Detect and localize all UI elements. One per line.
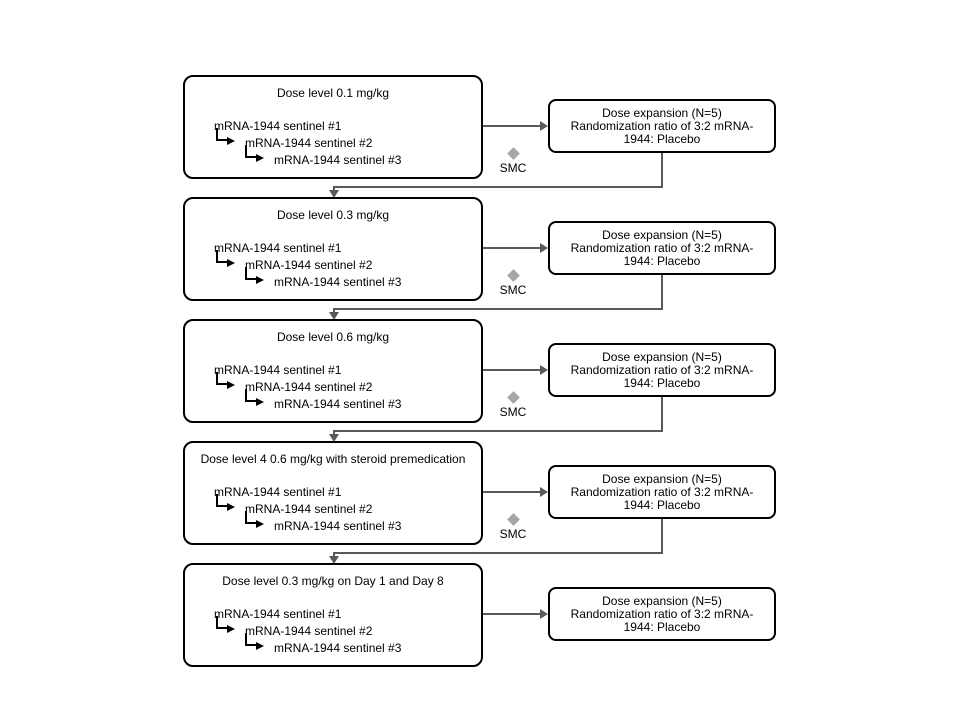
- elbow-arrow-icon: [245, 511, 256, 524]
- elbow-arrow-icon: [216, 128, 227, 141]
- expansion-line: Randomization ratio of 3:2 mRNA-1944: Placebo: [570, 362, 754, 390]
- dose-level-title: Dose level 0.1 mg/kg: [276, 86, 390, 100]
- dose-row: [0, 197, 960, 319]
- sentinel-line: mRNA-1944 sentinel #1: [214, 241, 342, 255]
- elbow-arrow-icon: [245, 145, 256, 158]
- dose-level-box: [183, 319, 483, 423]
- smc-review: [487, 393, 539, 419]
- dose-row: [0, 441, 960, 563]
- dose-level-box: [183, 197, 483, 301]
- elbow-arrow-icon: [216, 616, 227, 629]
- sentinel-line: mRNA-1944 sentinel #1: [214, 485, 342, 499]
- feedback-connector-line: [333, 186, 663, 188]
- feedback-connector-line: [661, 275, 663, 310]
- smc-label: SMC: [499, 161, 527, 175]
- flow-arrow: [483, 613, 540, 615]
- smc-label: SMC: [499, 283, 527, 297]
- flow-arrow: [483, 125, 540, 127]
- smc-review: [487, 149, 539, 175]
- sentinel-line: mRNA-1944 sentinel #1: [214, 363, 342, 377]
- smc-label: SMC: [499, 405, 527, 419]
- smc-diamond-icon: [507, 147, 520, 160]
- flow-arrow: [483, 369, 540, 371]
- elbow-arrow-icon: [245, 267, 256, 280]
- feedback-connector-line: [333, 552, 663, 554]
- dose-level-title: Dose level 4 0.6 mg/kg with steroid premedication: [200, 452, 466, 466]
- feedback-connector-line: [333, 430, 663, 432]
- elbow-arrow-icon: [216, 494, 227, 507]
- elbow-arrow-icon: [216, 250, 227, 263]
- sentinel-line: mRNA-1944 sentinel #3: [274, 275, 402, 289]
- expansion-line: Dose expansion (N=5): [602, 227, 722, 242]
- feedback-connector-line: [661, 397, 663, 432]
- feedback-connector-line: [661, 153, 663, 188]
- dose-row: [0, 563, 960, 685]
- dose-row: [0, 319, 960, 441]
- sentinel-line: mRNA-1944 sentinel #3: [274, 153, 402, 167]
- smc-diamond-icon: [507, 513, 520, 526]
- expansion-line: Dose expansion (N=5): [602, 593, 722, 608]
- feedback-connector-line: [661, 519, 663, 554]
- dose-level-box: [183, 75, 483, 179]
- elbow-arrow-icon: [245, 389, 256, 402]
- smc-review: [487, 515, 539, 541]
- expansion-line: Randomization ratio of 3:2 mRNA-1944: Placebo: [570, 118, 754, 146]
- expansion-line: Randomization ratio of 3:2 mRNA-1944: Placebo: [570, 240, 754, 268]
- sentinel-line: mRNA-1944 sentinel #3: [274, 641, 402, 655]
- sentinel-line: mRNA-1944 sentinel #2: [245, 136, 373, 150]
- expansion-line: Dose expansion (N=5): [602, 105, 722, 120]
- dose-expansion-box: [548, 587, 776, 641]
- elbow-arrow-icon: [245, 633, 256, 646]
- dose-level-title: Dose level 0.6 mg/kg: [276, 330, 390, 344]
- sentinel-line: mRNA-1944 sentinel #3: [274, 519, 402, 533]
- expansion-line: Randomization ratio of 3:2 mRNA-1944: Placebo: [570, 484, 754, 512]
- dose-row: [0, 75, 960, 197]
- sentinel-line: mRNA-1944 sentinel #2: [245, 380, 373, 394]
- sentinel-line: mRNA-1944 sentinel #1: [214, 607, 342, 621]
- flow-arrow: [483, 491, 540, 493]
- dose-expansion-box: [548, 221, 776, 275]
- flow-arrow: [483, 247, 540, 249]
- expansion-line: Dose expansion (N=5): [602, 349, 722, 364]
- smc-label: SMC: [499, 527, 527, 541]
- smc-review: [487, 271, 539, 297]
- dose-level-box: [183, 441, 483, 545]
- smc-diamond-icon: [507, 391, 520, 404]
- smc-diamond-icon: [507, 269, 520, 282]
- dose-level-title: Dose level 0.3 mg/kg on Day 1 and Day 8: [222, 574, 444, 588]
- feedback-connector-line: [333, 308, 663, 310]
- elbow-arrow-icon: [216, 372, 227, 385]
- dose-level-title: Dose level 0.3 mg/kg: [276, 208, 390, 222]
- dose-expansion-box: [548, 465, 776, 519]
- sentinel-line: mRNA-1944 sentinel #2: [245, 624, 373, 638]
- sentinel-line: mRNA-1944 sentinel #2: [245, 502, 373, 516]
- dose-expansion-box: [548, 99, 776, 153]
- sentinel-line: mRNA-1944 sentinel #2: [245, 258, 373, 272]
- expansion-line: Dose expansion (N=5): [602, 471, 722, 486]
- sentinel-line: mRNA-1944 sentinel #1: [214, 119, 342, 133]
- expansion-line: Randomization ratio of 3:2 mRNA-1944: Placebo: [570, 606, 754, 634]
- dose-expansion-box: [548, 343, 776, 397]
- sentinel-line: mRNA-1944 sentinel #3: [274, 397, 402, 411]
- dose-level-box: [183, 563, 483, 667]
